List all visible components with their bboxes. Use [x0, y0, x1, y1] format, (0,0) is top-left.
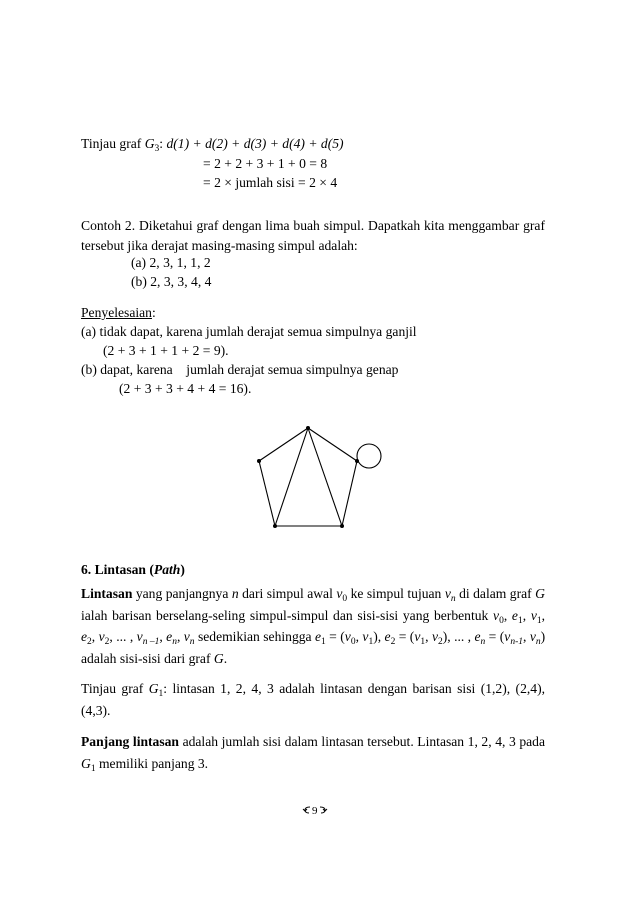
graph-vertex	[257, 459, 261, 463]
graph-vertex	[355, 459, 359, 463]
answer-b-sum: (2 + 3 + 3 + 4 + 4 = 16).	[119, 381, 252, 396]
g3-equation-line-1: Tinjau graf $G_3$: d(1) + d(2) + d(3) + d(4) + d(5)	[81, 136, 344, 154]
graph-edge	[259, 428, 308, 461]
answer-b: (b) dapat, karena jumlah derajat semua simpulnya genap	[81, 362, 399, 377]
panjang-lintasan-paragraph: Panjang lintasan adalah jumlah sisi dalam lintasan tersebut. Lintasan 1, 2, 4, 3 pada $G_1$ memiliki panjang 3.	[81, 734, 545, 774]
g3-equation-line-2: = 2 + 2 + 3 + 1 + 0 = 8	[203, 156, 328, 171]
curled-arrow-left-icon	[302, 805, 312, 815]
answer-a: (a) tidak dapat, karena jumlah derajat semua simpulnya ganjil	[81, 324, 417, 339]
graph-edge	[308, 428, 357, 461]
penyelesaian-heading: Penyelesaian:	[81, 305, 156, 320]
graph-edge	[308, 428, 342, 526]
contoh-2-option-a: (a) 2, 3, 1, 1, 2	[131, 255, 211, 270]
g3-equation-line-3: = 2 × jumlah sisi = 2 × 4	[203, 175, 338, 190]
graph-loop	[357, 444, 381, 468]
page-number: 9	[302, 802, 328, 820]
graph-edge	[275, 428, 308, 526]
graph-edge	[259, 461, 275, 526]
graph-vertex	[340, 524, 344, 528]
contoh-2-question: Contoh 2. Diketahui graf dengan lima buah simpul. Dapatkah kita menggambar graf tersebut jika derajat masing-masing simpul adalah:	[81, 218, 545, 253]
answer-a-sum: (2 + 3 + 1 + 1 + 2 = 9).	[103, 343, 229, 358]
contoh-2-option-b: (b) 2, 3, 3, 4, 4	[131, 274, 212, 289]
graph-vertex	[273, 524, 277, 528]
graph-edge	[342, 461, 357, 526]
graph-vertex	[306, 426, 310, 430]
tinjau-g1-paragraph: Tinjau graf $G_1$: lintasan 1, 2, 4, 3 adalah lintasan dengan barisan sisi (1,2), (2,4), (4,3).	[81, 681, 545, 718]
section-6-heading: 6. Lintasan (Path)	[81, 562, 185, 577]
curled-arrow-right-icon	[318, 805, 328, 815]
lintasan-definition: Lintasan yang panjangnya n dari simpul awal $v_0$ ke simpul tujuan $v_n$ di dalam graf G ialah barisan berselang-seling simpul-simpul dan sisi-sisi yang berbentuk $v_0$, $e_1$, $v_1$, $e_2$, $v_2$, ... , $v_{n -1}$, $e_n$, $v_n$ sedemikian sehingga $e_1 = (v_0$, $v_1$), $e_2 = (v_1$, $v_2$), ... , $e_n = (v_{n-1}$, $v_n$) adalah sisi-sisi dari graf G.	[81, 586, 546, 666]
